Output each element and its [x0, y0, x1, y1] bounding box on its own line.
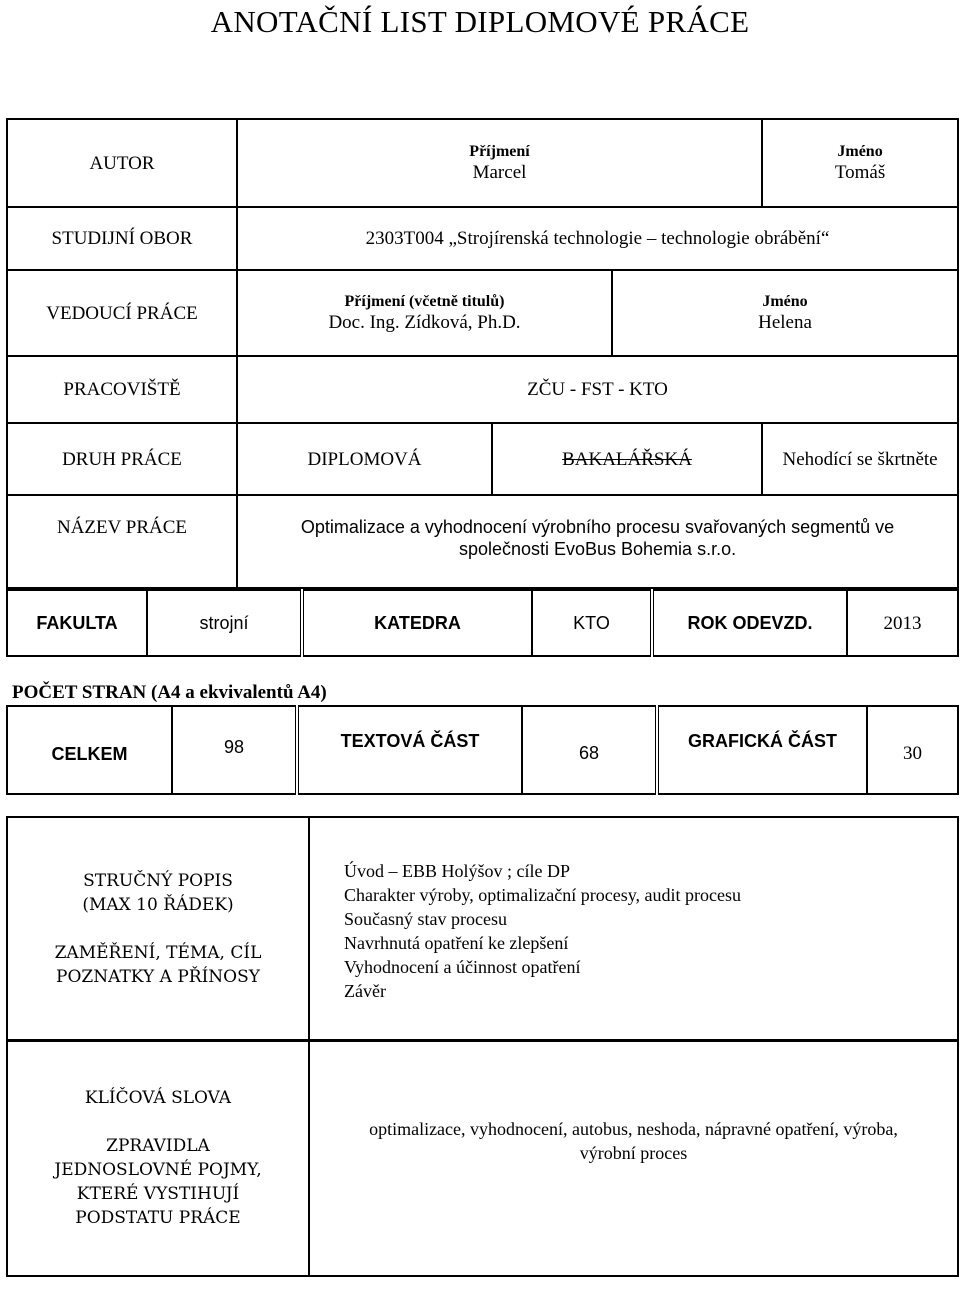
vedouci-surname-label: Příjmení (včetně titulů) — [344, 293, 505, 310]
autor-surname: Marcel — [472, 162, 527, 183]
autor-surname-cell — [237, 119, 762, 207]
popis-label-2: (MAX 10 ŘÁDEK) — [82, 895, 234, 915]
klicova-label-3: JEDNOSLOVNÉ POJMY, — [54, 1160, 262, 1180]
fakulta-label: FAKULTA — [7, 590, 147, 656]
graficka-value: 30 — [867, 706, 958, 794]
celkem-label: CELKEM — [7, 706, 172, 794]
popis-lines — [344, 859, 741, 1003]
popis-line: Charakter výroby, optimalizační procesy, audit procesu — [344, 885, 742, 905]
pracoviste-label: PRACOVIŠTĚ — [7, 356, 237, 423]
klicova-value: optimalizace, vyhodnocení, autobus, neshoda, nápravné opatření, výroba, výrobní proces — [309, 1040, 958, 1276]
popis-label-3: ZAMĚŘENÍ, TÉMA, CÍL — [54, 943, 262, 963]
klicova-label-1: KLÍČOVÁ SLOVA — [84, 1088, 232, 1108]
fakulta-value: strojní — [147, 590, 302, 656]
obor-value: 2303T004 „Strojírenská technologie – technologie obrábění“ — [237, 207, 958, 270]
autor-name-cell — [762, 119, 958, 207]
autor-name: Tomáš — [834, 162, 886, 183]
vedouci-surname: Doc. Ing. Zídková, Ph.D. — [328, 312, 521, 333]
vedouci-name-cell — [612, 270, 958, 356]
vedouci-surname-cell — [237, 270, 612, 356]
row-klicova — [7, 1040, 958, 1276]
klicova-label-5: PODSTATU PRÁCE — [75, 1208, 241, 1228]
nazev-value: Optimalizace a vyhodnocení výrobního procesu svařovaných segmentů ve společnosti EvoBus Bohemia s.r.o. — [237, 495, 958, 588]
vedouci-name: Helena — [758, 312, 812, 333]
popis-label-1: STRUČNÝ POPIS — [83, 871, 233, 891]
pocet-heading: POČET STRAN (A4 a ekvivalentů A4) — [12, 682, 327, 703]
row-popis — [7, 817, 958, 1041]
row-obor — [7, 207, 958, 270]
vedouci-label: VEDOUCÍ PRÁCE — [7, 270, 237, 356]
textova-value: 68 — [522, 706, 657, 794]
pracoviste-value: ZČU - FST - KTO — [237, 356, 958, 423]
row-pracoviste — [7, 356, 958, 423]
klicova-label-4: KTERÉ VYSTIHUJÍ — [76, 1184, 240, 1204]
druh-option-bakalarska: BAKALÁŘSKÁ — [492, 423, 762, 495]
textova-label: TEXTOVÁ ČÁST — [297, 706, 522, 794]
popis-line: Závěr — [344, 981, 386, 1001]
row-fakulta — [7, 590, 958, 656]
popis-line: Vyhodnocení a účinnost opatření — [344, 957, 581, 977]
main-info-table — [6, 118, 959, 589]
druh-note: Nehodící se škrtněte — [762, 423, 958, 495]
nazev-label: NÁZEV PRÁCE — [7, 495, 237, 588]
klicova-label-2: ZPRAVIDLA — [106, 1136, 210, 1156]
popis-label-cell — [7, 817, 309, 1041]
popis-line: Současný stav procesu — [344, 909, 507, 929]
katedra-label: KATEDRA — [302, 590, 532, 656]
row-vedouci — [7, 270, 958, 356]
klicova-table — [6, 1039, 959, 1277]
popis-line: Úvod – EBB Holýšov ; cíle DP — [344, 861, 571, 881]
druh-option-diplomova: DIPLOMOVÁ — [237, 423, 492, 495]
row-autor — [7, 119, 958, 207]
graficka-label: GRAFICKÁ ČÁST — [657, 706, 867, 794]
rok-value: 2013 — [847, 590, 958, 656]
row-pocet — [7, 706, 958, 794]
katedra-value: KTO — [532, 590, 652, 656]
obor-label: STUDIJNÍ OBOR — [7, 207, 237, 270]
druh-label: DRUH PRÁCE — [7, 423, 237, 495]
pocet-table — [6, 705, 959, 795]
page-title: ANOTAČNÍ LIST DIPLOMOVÉ PRÁCE — [210, 4, 750, 39]
row-nazev — [7, 495, 958, 588]
popis-value-cell — [309, 817, 958, 1041]
popis-table — [6, 816, 959, 1042]
rok-label: ROK ODEVZD. — [652, 590, 847, 656]
popis-line: Navrhnutá opatření ke zlepšení — [344, 933, 569, 953]
autor-surname-label: Příjmení — [469, 143, 530, 160]
vedouci-name-label: Jméno — [762, 293, 808, 310]
autor-name-label: Jméno — [837, 143, 883, 160]
popis-label-4: POZNATKY A PŘÍNOSY — [56, 967, 260, 987]
celkem-value: 98 — [172, 706, 297, 794]
klicova-label-cell — [7, 1040, 309, 1276]
autor-label: AUTOR — [7, 119, 237, 207]
row-druh — [7, 423, 958, 495]
fakulta-table — [6, 589, 959, 657]
